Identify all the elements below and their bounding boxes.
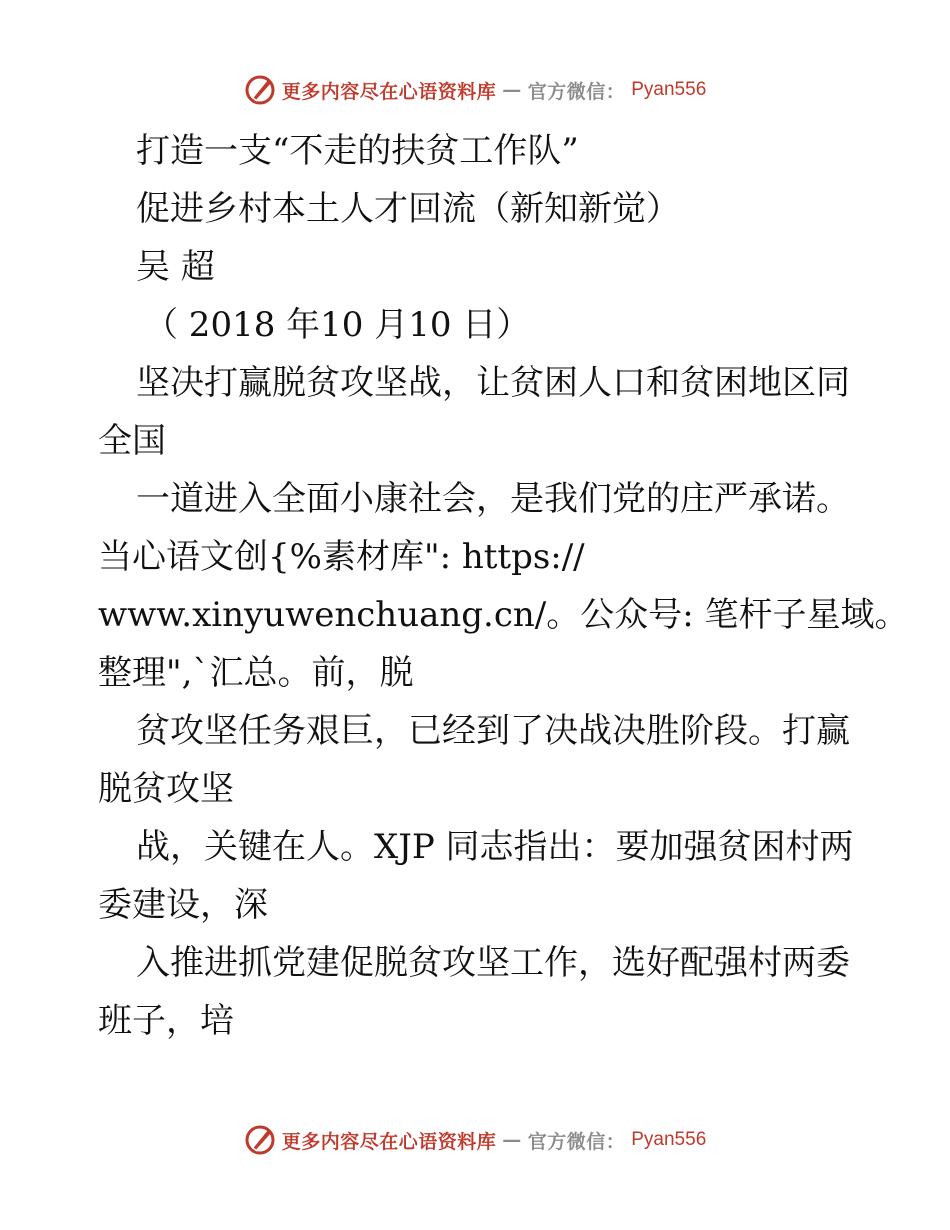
separator: — — [502, 79, 522, 101]
paragraph-line: 贫攻坚任务艰巨，已经到了决战决胜阶段。打赢 — [136, 711, 850, 751]
paragraph-line: 入推进抓党建促脱贫攻坚工作，选好配强村两委 — [136, 943, 850, 983]
paragraph-line: 整理",`汇总。前，脱 — [98, 653, 414, 693]
quill-pen-logo-icon — [244, 1124, 276, 1156]
article-author: 吴 超 — [136, 247, 215, 287]
separator: — — [502, 1129, 522, 1151]
paragraph-line: 全国 — [98, 421, 166, 461]
header-watermark-banner — [0, 70, 950, 110]
wechat-label: 官方微信： — [527, 1130, 626, 1153]
wechat-id: Pyan556 — [631, 1129, 707, 1150]
article-date: （ 2018 年10 月10 日） — [144, 305, 531, 345]
paragraph-line: 坚决打赢脱贫攻坚战，让贫困人口和贫困地区同 — [136, 363, 850, 403]
paragraph-line: 班子，培 — [98, 1001, 234, 1041]
wechat-label: 官方微信： — [527, 80, 626, 103]
paragraph-line: www.xinyuwenchuang.cn/。公众号: 笔杆子星域。 — [98, 595, 909, 635]
document-body — [98, 122, 909, 1050]
paragraph-line: 委建设，深 — [98, 885, 268, 925]
paragraph-line: 当心语文创{%素材库": https:// — [98, 537, 585, 577]
footer-watermark-banner — [0, 1120, 950, 1160]
paragraph-line: 一道进入全面小康社会，是我们党的庄严承诺。 — [136, 479, 850, 519]
article-title: 打造一支“不走的扶贫工作队” — [136, 131, 579, 171]
brand-text: 更多内容尽在心语资料库 — [281, 1130, 497, 1153]
article-subtitle: 促进乡村本土人才回流（新知新觉） — [136, 189, 680, 229]
quill-pen-logo-icon — [244, 74, 276, 106]
paragraph-line: 战，关键在人。XJP 同志指出：要加强贫困村两 — [136, 827, 854, 867]
brand-text: 更多内容尽在心语资料库 — [281, 80, 497, 103]
paragraph-line: 脱贫攻坚 — [98, 769, 234, 809]
wechat-id: Pyan556 — [631, 79, 707, 100]
